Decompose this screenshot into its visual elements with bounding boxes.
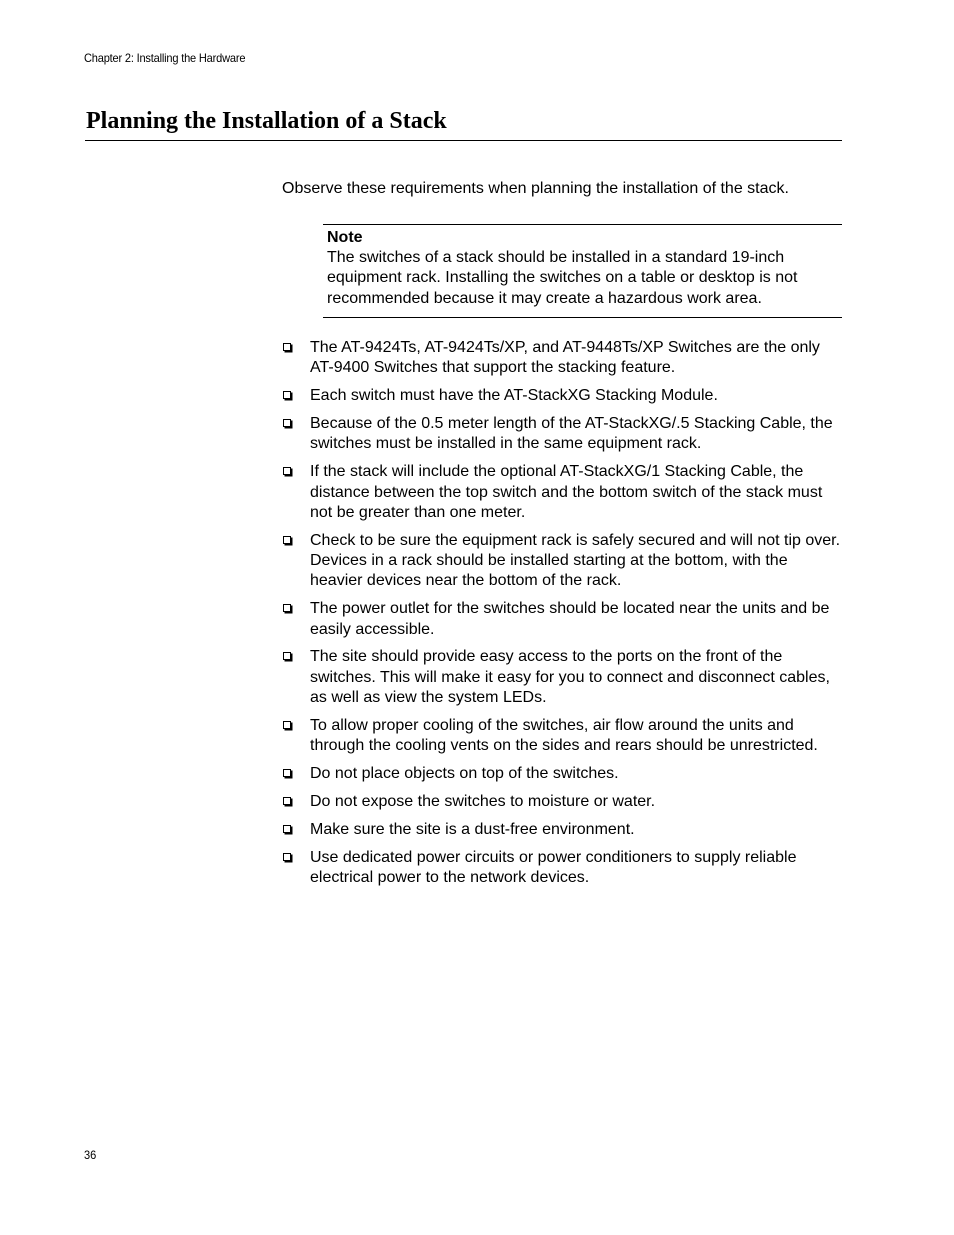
- list-item-text: Use dedicated power circuits or power conditioners to supply reliable electrical power to the network devices.: [310, 848, 797, 887]
- section-title: Planning the Installation of a Stack: [86, 108, 447, 134]
- list-item-text: The AT-9424Ts, AT-9424Ts/XP, and AT-9448Ts/XP Switches are the only AT-9400 Switches that support the stacking feature.: [310, 339, 820, 377]
- list-item: [282, 848, 844, 889]
- checkbox-bullet-icon: [283, 391, 291, 399]
- checkbox-bullet-icon: [283, 343, 291, 351]
- list-item: [282, 414, 844, 455]
- list-item-text: Because of the 0.5 meter length of the AT-StackXG/.5 Stacking Cable, the switches must be installed in the same equipment rack.: [310, 415, 833, 453]
- list-item: [282, 462, 844, 523]
- list-item-text: The power outlet for the switches should be located near the units and be easily accessible.: [310, 600, 830, 638]
- list-item: [282, 764, 844, 784]
- checkbox-bullet-icon: [283, 604, 291, 612]
- list-item: [282, 386, 844, 406]
- checkbox-bullet-icon: [283, 769, 291, 777]
- list-item-text: Do not expose the switches to moisture or water.: [310, 792, 656, 810]
- list-item-text: If the stack will include the optional AT-StackXG/1 Stacking Cable, the distance between the top switch and the bottom switch of the stack must not be greater than one meter.: [310, 463, 823, 521]
- checkbox-bullet-icon: [283, 652, 291, 660]
- list-item: [282, 792, 844, 812]
- checkbox-bullet-icon: [283, 853, 291, 861]
- list-item-text: Each switch must have the AT-StackXG Stacking Module.: [310, 387, 718, 405]
- list-item-text: Do not place objects on top of the switches.: [310, 765, 619, 783]
- list-item-text: To allow proper cooling of the switches, air flow around the units and through the cooling vents on the sides and rears should be unrestricted.: [310, 716, 818, 755]
- list-item: [282, 338, 844, 379]
- requirements-list: [282, 338, 844, 896]
- note-body: The switches of a stack should be installed in a standard 19-inch equipment rack. Installing the switches on a table or desktop is not recommended because it may create a hazardous work area.: [327, 249, 798, 307]
- list-item-text: The site should provide easy access to the ports on the front of the switches. This will make it easy for you to connect and disconnect cables, as well as view the system LEDs.: [310, 648, 830, 707]
- title-rule: [85, 140, 842, 141]
- note-heading: Note: [327, 229, 363, 246]
- running-header: Chapter 2: Installing the Hardware: [84, 51, 246, 65]
- checkbox-bullet-icon: [283, 797, 291, 805]
- list-item-text: Make sure the site is a dust-free environment.: [310, 820, 635, 838]
- intro-paragraph: Observe these requirements when planning the installation of the stack.: [282, 180, 789, 197]
- list-item: [282, 599, 844, 640]
- checkbox-bullet-icon: [283, 419, 291, 427]
- list-item: [282, 716, 844, 757]
- checkbox-bullet-icon: [283, 721, 291, 729]
- list-item: [282, 531, 844, 592]
- list-item-text: Check to be sure the equipment rack is safely secured and will not tip over. Devices in a rack should be installed starting at the bottom, with the heavier devices near the bottom of the rack.: [310, 531, 841, 590]
- checkbox-bullet-icon: [283, 467, 291, 475]
- checkbox-bullet-icon: [283, 825, 291, 833]
- checkbox-bullet-icon: [283, 536, 291, 544]
- note-box: [323, 224, 842, 318]
- list-item: [282, 647, 844, 708]
- list-item: [282, 820, 844, 840]
- page-number: 36: [84, 1148, 97, 1162]
